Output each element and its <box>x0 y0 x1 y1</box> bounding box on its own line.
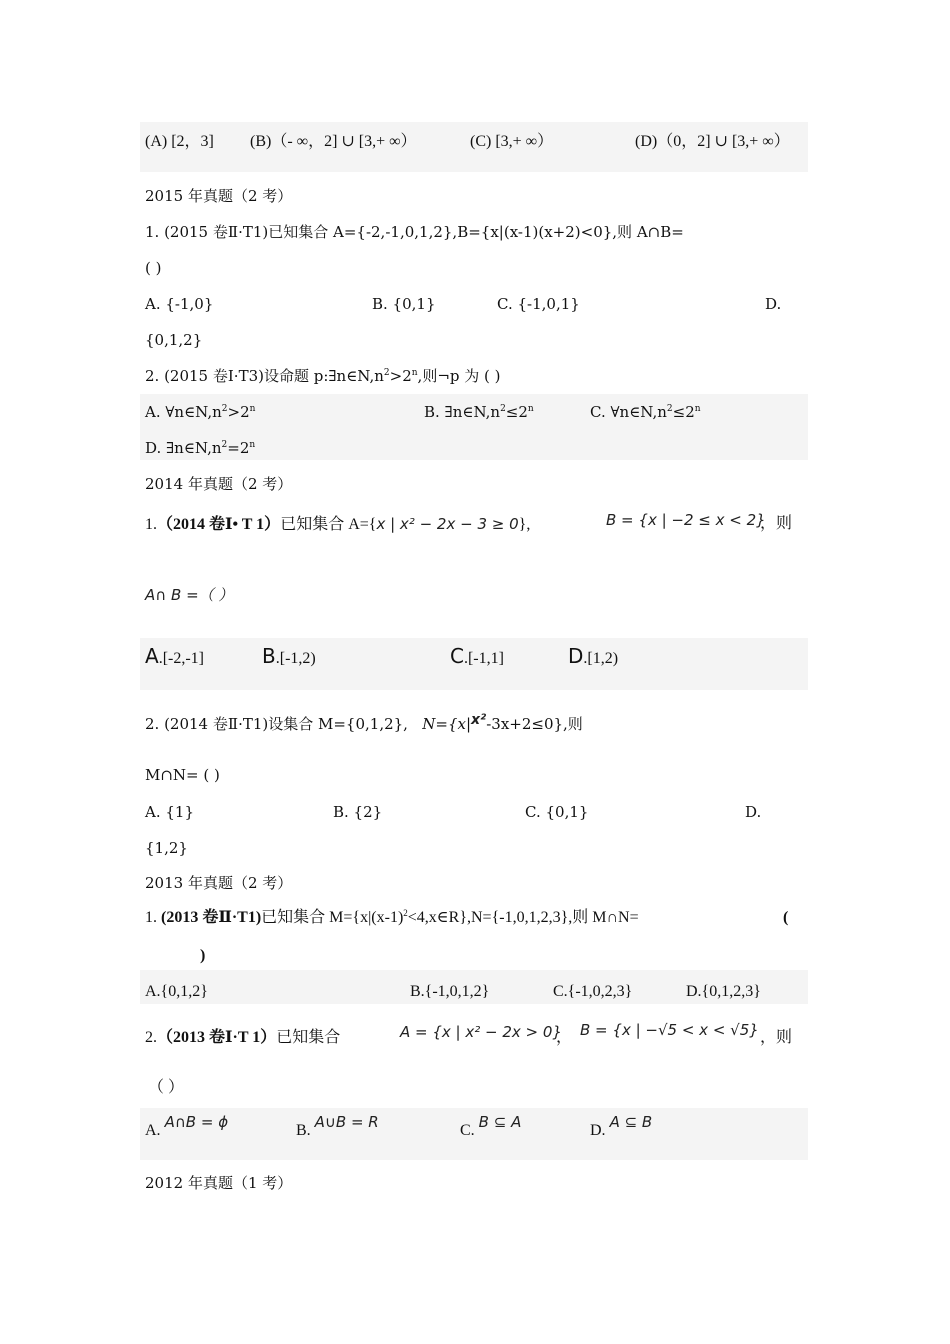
q2015-1-option-d-value: {0,1,2} <box>145 331 203 349</box>
heading-2013: 2013 年真题（2 考） <box>145 874 293 892</box>
q2015-1-option-b: B. {0,1} <box>372 295 436 313</box>
heading-2014: 2014 年真题（2 考） <box>145 475 293 493</box>
q2014-2-option-d-value: {1,2} <box>145 839 188 857</box>
q2014-1-option-c: C.[-1,1] <box>450 644 504 668</box>
q2015-1-option-d: D. <box>765 295 782 313</box>
q2014-1-option-a: A.[-2,-1] <box>145 644 204 668</box>
q2015-2-text: 2. (2015 卷Ⅰ·T3)设命题 $p:\exists n\in N,n^2>2^n$,则¬p 为 ( ) <box>145 367 501 385</box>
q2014-2-answer-blank: M∩N= ( ) <box>145 766 220 784</box>
option-d: (D)（0，2] ∪ [3,+ ∞） <box>635 133 790 150</box>
q2013-2-then: ，则 <box>760 1029 793 1046</box>
q2013-2-answer-blank: （ ） <box>148 1079 185 1096</box>
q2014-2-option-d: D. <box>745 803 762 821</box>
q2014-2-text: 2. (2014 卷Ⅱ·T1)设集合 M={0,1,2}, N={x|x²-3x+2≤0},则 <box>145 712 583 733</box>
heading-2015: 2015 年真题（2 考） <box>145 187 293 205</box>
q2015-2-option-d: D. $\exists n\in N,n^2=2^n$ <box>145 439 256 457</box>
q2015-1-option-c: C. {-1,0,1} <box>497 295 580 313</box>
option-b: (B)（- ∞，2] ∪ [3,+ ∞） <box>250 133 417 150</box>
q2014-1-math-b: B = {x | −2 ≤ x < 2} <box>606 511 766 529</box>
heading-2012: 2012 年真题（1 考） <box>145 1174 293 1192</box>
q2013-2-option-b: B. A∪B = R <box>296 1113 379 1139</box>
q2013-1-text: 1. (2013 卷Ⅱ·T1)已知集合 $M=\{x|(x-1)^2<4,x\in R\},N=\{-1,0,1,2,3\}$,则 M∩N= <box>145 908 639 926</box>
q2014-1-text: 1.（2014 卷Ⅰ• T 1）已知集合 A={x | x² − 2x − 3 ≥ 0}, <box>145 515 531 533</box>
q2013-1-paren-open: ( <box>783 909 789 926</box>
q2015-2-option-b: B. $\exists n\in N,n^2\le 2^n$ <box>424 403 534 421</box>
q2013-1-option-b: B.{-1,0,1,2} <box>410 983 490 1000</box>
option-a: (A) [2，3] <box>145 133 214 150</box>
q2015-2-option-a: A. $\forall n\in N,n^2>2^n$ <box>145 403 256 421</box>
q2013-2-text: 2.（2013 卷Ⅰ·T 1）已知集合 <box>145 1029 341 1046</box>
q2015-2-option-c: C. $\forall n\in N,n^2\le 2^n$ <box>590 403 701 421</box>
q2013-2-math-b: B = {x | −√5 < x < √5} <box>580 1021 759 1039</box>
q2014-1-answer-blank: A∩ B =（ ） <box>145 586 234 604</box>
q2015-1-paren: ( ) <box>145 259 162 277</box>
q2014-1-option-d: D.[1,2) <box>568 644 619 668</box>
q2013-1-option-a: A.{0,1,2} <box>145 983 208 1000</box>
option-c: (C) [3,+ ∞） <box>470 133 554 150</box>
q2013-1-option-c: C.{-1,0,2,3} <box>553 983 633 1000</box>
q2014-2-option-b: B. {2} <box>333 803 383 821</box>
q2013-1-option-d: D.{0,1,2,3} <box>686 983 761 1000</box>
q2014-1-option-b: B.[-1,2) <box>262 644 316 668</box>
q2013-2-math-a: A = {x | x² − 2x > 0} <box>400 1023 562 1041</box>
q2013-2-option-c: C. B ⊆ A <box>460 1113 522 1139</box>
q2014-2-option-c: C. {0,1} <box>525 803 589 821</box>
q2013-2-option-a: A. A∩B = ϕ <box>145 1113 229 1139</box>
q2013-2-comma: ， <box>556 1029 573 1046</box>
q2013-2-option-d: D. A ⊆ B <box>590 1113 653 1139</box>
q2015-1-option-a: A. {-1,0} <box>145 295 214 313</box>
q2013-1-paren-close: ) <box>200 947 206 964</box>
q2014-2-option-a: A. {1} <box>145 803 194 821</box>
q2014-1-then: ，则 <box>760 515 793 532</box>
q2015-1-text: 1. (2015 卷Ⅱ·T1)已知集合 A={-2,-1,0,1,2},B={x|(x-1)(x+2)<0},则 A∩B= <box>145 223 684 241</box>
